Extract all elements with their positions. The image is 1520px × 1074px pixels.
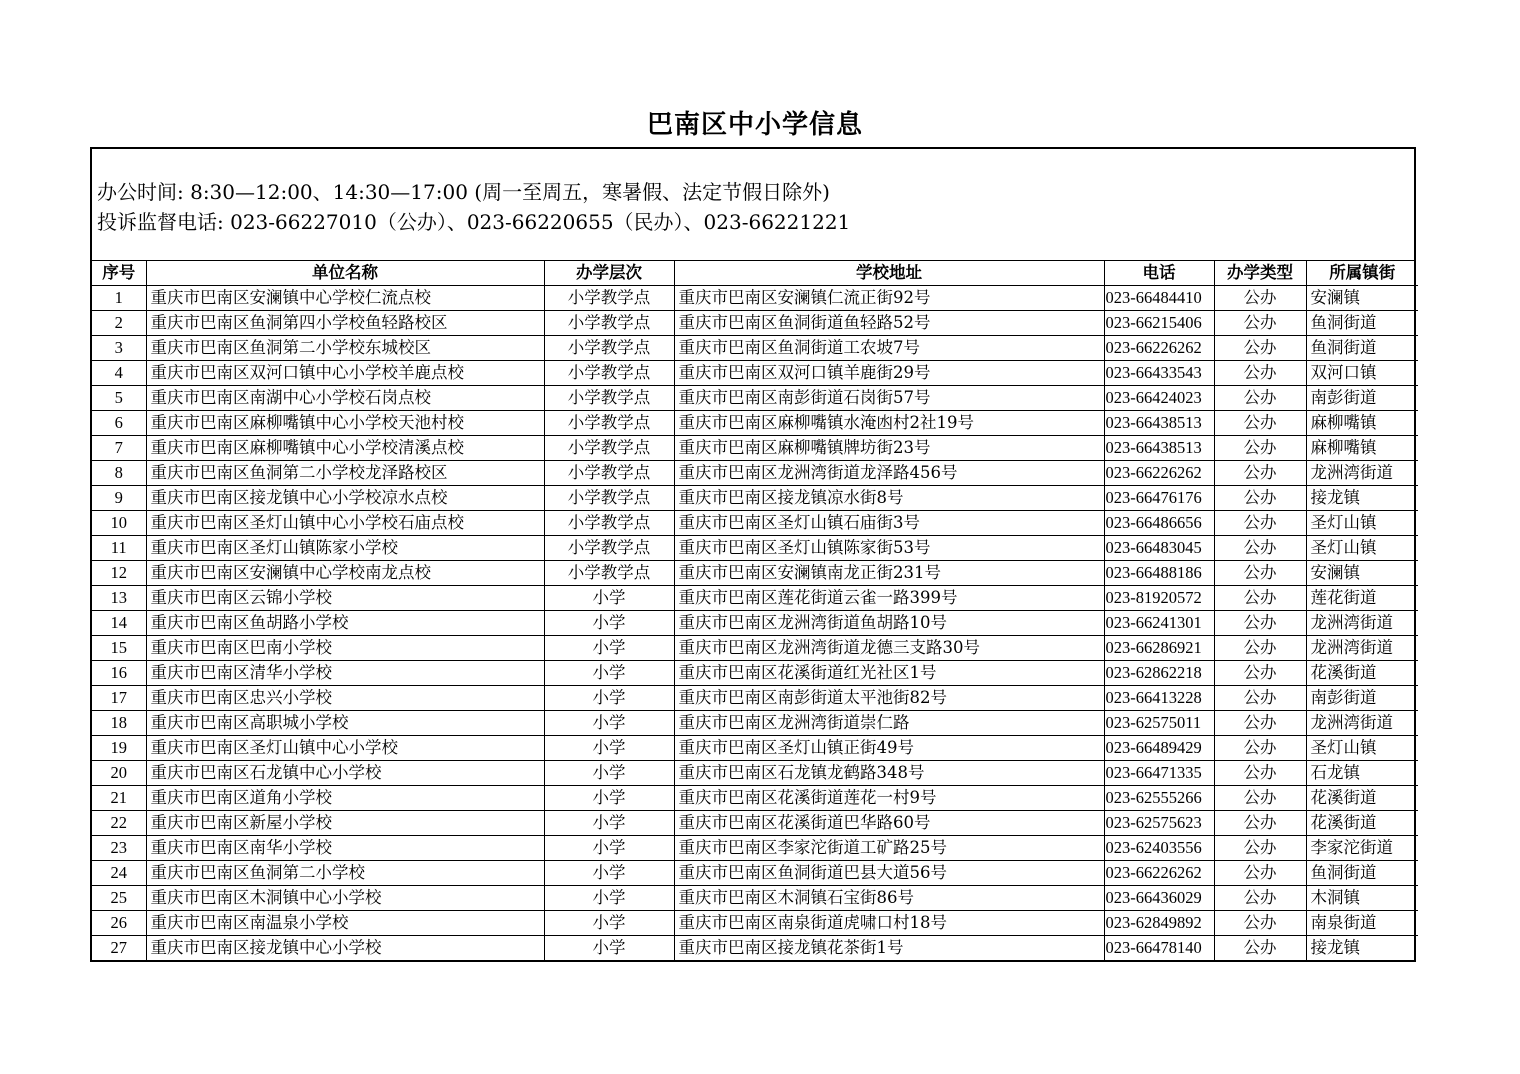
cell-district: 麻柳嘴镇 [1306, 436, 1418, 461]
cell-level: 小学教学点 [544, 461, 674, 486]
cell-unit-name: 重庆市巴南区木洞镇中心小学校 [146, 886, 544, 911]
cell-seq: 5 [92, 386, 146, 411]
school-table [92, 261, 1418, 960]
cell-seq: 16 [92, 661, 146, 686]
cell-district: 圣灯山镇 [1306, 736, 1418, 761]
cell-seq: 26 [92, 911, 146, 936]
cell-type: 公办 [1214, 311, 1306, 336]
table-row [92, 861, 1418, 886]
header-row [92, 261, 1418, 286]
cell-address: 重庆市巴南区麻柳嘴镇水淹凼村2社19号 [674, 411, 1104, 436]
cell-unit-name: 重庆市巴南区云锦小学校 [146, 586, 544, 611]
cell-phone: 023-66476176 [1104, 486, 1214, 511]
cell-phone: 023-62403556 [1104, 836, 1214, 861]
cell-unit-name: 重庆市巴南区鱼洞第二小学校东城校区 [146, 336, 544, 361]
cell-level: 小学 [544, 586, 674, 611]
table-row [92, 361, 1418, 386]
cell-address: 重庆市巴南区莲花街道云雀一路399号 [674, 586, 1104, 611]
cell-address: 重庆市巴南区双河口镇羊鹿街29号 [674, 361, 1104, 386]
cell-phone: 023-66478140 [1104, 936, 1214, 961]
cell-address: 重庆市巴南区木洞镇石宝街86号 [674, 886, 1104, 911]
cell-seq: 21 [92, 786, 146, 811]
header-district: 所属镇街 [1306, 261, 1418, 286]
cell-level: 小学教学点 [544, 336, 674, 361]
cell-seq: 6 [92, 411, 146, 436]
table-row [92, 911, 1418, 936]
cell-unit-name: 重庆市巴南区忠兴小学校 [146, 686, 544, 711]
cell-unit-name: 重庆市巴南区道角小学校 [146, 786, 544, 811]
cell-district: 安澜镇 [1306, 286, 1418, 311]
cell-seq: 9 [92, 486, 146, 511]
cell-type: 公办 [1214, 861, 1306, 886]
cell-level: 小学 [544, 736, 674, 761]
table-row [92, 536, 1418, 561]
cell-district: 龙洲湾街道 [1306, 461, 1418, 486]
cell-level: 小学 [544, 711, 674, 736]
cell-address: 重庆市巴南区龙洲湾街道龙泽路456号 [674, 461, 1104, 486]
cell-phone: 023-66226262 [1104, 461, 1214, 486]
cell-phone: 023-62575623 [1104, 811, 1214, 836]
cell-seq: 4 [92, 361, 146, 386]
table-row [92, 886, 1418, 911]
cell-district: 鱼洞街道 [1306, 311, 1418, 336]
cell-address: 重庆市巴南区接龙镇凉水街8号 [674, 486, 1104, 511]
cell-level: 小学 [544, 911, 674, 936]
cell-type: 公办 [1214, 636, 1306, 661]
cell-type: 公办 [1214, 786, 1306, 811]
cell-seq: 18 [92, 711, 146, 736]
cell-district: 圣灯山镇 [1306, 511, 1418, 536]
cell-seq: 24 [92, 861, 146, 886]
cell-district: 莲花街道 [1306, 586, 1418, 611]
cell-unit-name: 重庆市巴南区石龙镇中心小学校 [146, 761, 544, 786]
cell-phone: 023-66486656 [1104, 511, 1214, 536]
cell-phone: 023-66471335 [1104, 761, 1214, 786]
cell-district: 花溪街道 [1306, 661, 1418, 686]
table-row [92, 661, 1418, 686]
cell-level: 小学 [544, 761, 674, 786]
cell-seq: 23 [92, 836, 146, 861]
cell-type: 公办 [1214, 686, 1306, 711]
cell-district: 龙洲湾街道 [1306, 611, 1418, 636]
cell-seq: 14 [92, 611, 146, 636]
table-row [92, 286, 1418, 311]
cell-seq: 22 [92, 811, 146, 836]
cell-address: 重庆市巴南区花溪街道巴华路60号 [674, 811, 1104, 836]
table-row [92, 586, 1418, 611]
cell-seq: 19 [92, 736, 146, 761]
cell-address: 重庆市巴南区安澜镇南龙正街231号 [674, 561, 1104, 586]
info-block [92, 149, 1414, 261]
cell-unit-name: 重庆市巴南区鱼洞第四小学校鱼轻路校区 [146, 311, 544, 336]
cell-address: 重庆市巴南区圣灯山镇陈家街53号 [674, 536, 1104, 561]
cell-phone: 023-66433543 [1104, 361, 1214, 386]
cell-unit-name: 重庆市巴南区安澜镇中心学校仁流点校 [146, 286, 544, 311]
cell-type: 公办 [1214, 286, 1306, 311]
cell-level: 小学教学点 [544, 311, 674, 336]
cell-type: 公办 [1214, 586, 1306, 611]
cell-level: 小学 [544, 936, 674, 961]
cell-unit-name: 重庆市巴南区安澜镇中心学校南龙点校 [146, 561, 544, 586]
cell-type: 公办 [1214, 336, 1306, 361]
table-row [92, 736, 1418, 761]
cell-address: 重庆市巴南区麻柳嘴镇牌坊街23号 [674, 436, 1104, 461]
cell-district: 接龙镇 [1306, 486, 1418, 511]
cell-phone: 023-66286921 [1104, 636, 1214, 661]
cell-type: 公办 [1214, 611, 1306, 636]
cell-seq: 15 [92, 636, 146, 661]
cell-level: 小学 [544, 836, 674, 861]
cell-address: 重庆市巴南区圣灯山镇石庙街3号 [674, 511, 1104, 536]
table-row [92, 761, 1418, 786]
cell-district: 南彭街道 [1306, 686, 1418, 711]
cell-unit-name: 重庆市巴南区圣灯山镇中心小学校 [146, 736, 544, 761]
cell-address: 重庆市巴南区南彭街道石岗街57号 [674, 386, 1104, 411]
cell-level: 小学教学点 [544, 436, 674, 461]
header-level: 办学层次 [544, 261, 674, 286]
table-row [92, 461, 1418, 486]
table-row [92, 311, 1418, 336]
cell-district: 南彭街道 [1306, 386, 1418, 411]
cell-level: 小学教学点 [544, 361, 674, 386]
cell-address: 重庆市巴南区花溪街道莲花一村9号 [674, 786, 1104, 811]
cell-phone: 023-66488186 [1104, 561, 1214, 586]
cell-seq: 12 [92, 561, 146, 586]
cell-unit-name: 重庆市巴南区双河口镇中心小学校羊鹿点校 [146, 361, 544, 386]
cell-unit-name: 重庆市巴南区鱼洞第二小学校 [146, 861, 544, 886]
table-row [92, 811, 1418, 836]
cell-address: 重庆市巴南区鱼洞街道鱼轻路52号 [674, 311, 1104, 336]
cell-type: 公办 [1214, 486, 1306, 511]
cell-unit-name: 重庆市巴南区南温泉小学校 [146, 911, 544, 936]
cell-district: 花溪街道 [1306, 811, 1418, 836]
page-title: 巴南区中小学信息 [646, 110, 863, 140]
table-row [92, 436, 1418, 461]
cell-phone: 023-62555266 [1104, 786, 1214, 811]
cell-type: 公办 [1214, 661, 1306, 686]
cell-phone: 023-66226262 [1104, 861, 1214, 886]
cell-seq: 27 [92, 936, 146, 961]
cell-unit-name: 重庆市巴南区清华小学校 [146, 661, 544, 686]
cell-seq: 7 [92, 436, 146, 461]
table-row [92, 511, 1418, 536]
cell-level: 小学教学点 [544, 386, 674, 411]
cell-type: 公办 [1214, 836, 1306, 861]
cell-address: 重庆市巴南区花溪街道红光社区1号 [674, 661, 1104, 686]
cell-phone: 023-66241301 [1104, 611, 1214, 636]
cell-phone: 023-66489429 [1104, 736, 1214, 761]
cell-unit-name: 重庆市巴南区麻柳嘴镇中心小学校清溪点校 [146, 436, 544, 461]
cell-level: 小学 [544, 811, 674, 836]
cell-phone: 023-62575011 [1104, 711, 1214, 736]
cell-phone: 023-66438513 [1104, 436, 1214, 461]
cell-level: 小学 [544, 886, 674, 911]
cell-seq: 17 [92, 686, 146, 711]
cell-unit-name: 重庆市巴南区鱼洞第二小学校龙泽路校区 [146, 461, 544, 486]
table-row [92, 411, 1418, 436]
cell-level: 小学 [544, 611, 674, 636]
cell-unit-name: 重庆市巴南区鱼胡路小学校 [146, 611, 544, 636]
table-row [92, 786, 1418, 811]
cell-seq: 8 [92, 461, 146, 486]
cell-level: 小学教学点 [544, 536, 674, 561]
cell-type: 公办 [1214, 361, 1306, 386]
cell-address: 重庆市巴南区龙洲湾街道鱼胡路10号 [674, 611, 1104, 636]
cell-seq: 3 [92, 336, 146, 361]
complaint-hotline: 投诉监督电话: 023-66227010（公办）、023-66220655（民办）、023-66221221 [97, 210, 851, 234]
cell-district: 木洞镇 [1306, 886, 1418, 911]
cell-level: 小学 [544, 661, 674, 686]
table-row [92, 686, 1418, 711]
table-row [92, 711, 1418, 736]
cell-phone: 023-66483045 [1104, 536, 1214, 561]
cell-type: 公办 [1214, 386, 1306, 411]
cell-seq: 1 [92, 286, 146, 311]
cell-phone: 023-62862218 [1104, 661, 1214, 686]
cell-phone: 023-62849892 [1104, 911, 1214, 936]
cell-seq: 2 [92, 311, 146, 336]
cell-level: 小学教学点 [544, 486, 674, 511]
cell-phone: 023-66424023 [1104, 386, 1214, 411]
cell-address: 重庆市巴南区南彭街道太平池街82号 [674, 686, 1104, 711]
header-seq: 序号 [92, 261, 146, 286]
cell-address: 重庆市巴南区接龙镇花茶街1号 [674, 936, 1104, 961]
cell-unit-name: 重庆市巴南区南华小学校 [146, 836, 544, 861]
cell-type: 公办 [1214, 936, 1306, 961]
cell-district: 花溪街道 [1306, 786, 1418, 811]
cell-district: 鱼洞街道 [1306, 336, 1418, 361]
cell-type: 公办 [1214, 436, 1306, 461]
cell-level: 小学教学点 [544, 511, 674, 536]
table-row [92, 636, 1418, 661]
cell-phone: 023-66438513 [1104, 411, 1214, 436]
table-row [92, 836, 1418, 861]
cell-type: 公办 [1214, 736, 1306, 761]
cell-type: 公办 [1214, 711, 1306, 736]
table-row [92, 611, 1418, 636]
cell-seq: 11 [92, 536, 146, 561]
cell-type: 公办 [1214, 561, 1306, 586]
cell-level: 小学教学点 [544, 561, 674, 586]
cell-unit-name: 重庆市巴南区南湖中心小学校石岗点校 [146, 386, 544, 411]
cell-phone: 023-66226262 [1104, 336, 1214, 361]
cell-address: 重庆市巴南区石龙镇龙鹤路348号 [674, 761, 1104, 786]
cell-district: 石龙镇 [1306, 761, 1418, 786]
cell-unit-name: 重庆市巴南区圣灯山镇中心小学校石庙点校 [146, 511, 544, 536]
cell-type: 公办 [1214, 461, 1306, 486]
cell-phone: 023-66436029 [1104, 886, 1214, 911]
header-unit-name: 单位名称 [146, 261, 544, 286]
cell-district: 接龙镇 [1306, 936, 1418, 961]
cell-address: 重庆市巴南区安澜镇仁流正街92号 [674, 286, 1104, 311]
cell-type: 公办 [1214, 411, 1306, 436]
cell-level: 小学 [544, 861, 674, 886]
cell-type: 公办 [1214, 886, 1306, 911]
header-type: 办学类型 [1214, 261, 1306, 286]
cell-address: 重庆市巴南区南泉街道虎啸口村18号 [674, 911, 1104, 936]
cell-unit-name: 重庆市巴南区麻柳嘴镇中心小学校天池村校 [146, 411, 544, 436]
cell-level: 小学 [544, 786, 674, 811]
cell-phone: 023-81920572 [1104, 586, 1214, 611]
header-phone: 电话 [1104, 261, 1214, 286]
table-row [92, 486, 1418, 511]
cell-district: 双河口镇 [1306, 361, 1418, 386]
table-row [92, 386, 1418, 411]
cell-district: 麻柳嘴镇 [1306, 411, 1418, 436]
cell-seq: 10 [92, 511, 146, 536]
cell-phone: 023-66484410 [1104, 286, 1214, 311]
cell-level: 小学教学点 [544, 286, 674, 311]
cell-unit-name: 重庆市巴南区巴南小学校 [146, 636, 544, 661]
office-hours: 办公时间: 8:30—12:00、14:30—17:00 (周一至周五，寒暑假、法定节假日除外) [97, 180, 830, 204]
cell-unit-name: 重庆市巴南区接龙镇中心小学校凉水点校 [146, 486, 544, 511]
table-row [92, 336, 1418, 361]
cell-unit-name: 重庆市巴南区圣灯山镇陈家小学校 [146, 536, 544, 561]
cell-unit-name: 重庆市巴南区接龙镇中心小学校 [146, 936, 544, 961]
cell-level: 小学教学点 [544, 411, 674, 436]
cell-district: 安澜镇 [1306, 561, 1418, 586]
cell-type: 公办 [1214, 911, 1306, 936]
cell-district: 龙洲湾街道 [1306, 636, 1418, 661]
cell-type: 公办 [1214, 811, 1306, 836]
table-row [92, 936, 1418, 961]
cell-district: 南泉街道 [1306, 911, 1418, 936]
cell-type: 公办 [1214, 536, 1306, 561]
cell-level: 小学 [544, 636, 674, 661]
cell-phone: 023-66413228 [1104, 686, 1214, 711]
school-info-sheet [90, 147, 1416, 962]
cell-seq: 25 [92, 886, 146, 911]
cell-address: 重庆市巴南区圣灯山镇正街49号 [674, 736, 1104, 761]
cell-district: 圣灯山镇 [1306, 536, 1418, 561]
cell-district: 李家沱街道 [1306, 836, 1418, 861]
cell-address: 重庆市巴南区李家沱街道工矿路25号 [674, 836, 1104, 861]
cell-type: 公办 [1214, 761, 1306, 786]
cell-phone: 023-66215406 [1104, 311, 1214, 336]
cell-type: 公办 [1214, 511, 1306, 536]
table-row [92, 561, 1418, 586]
cell-unit-name: 重庆市巴南区高职城小学校 [146, 711, 544, 736]
cell-level: 小学 [544, 686, 674, 711]
header-address: 学校地址 [674, 261, 1104, 286]
cell-address: 重庆市巴南区鱼洞街道巴县大道56号 [674, 861, 1104, 886]
cell-seq: 13 [92, 586, 146, 611]
cell-district: 龙洲湾街道 [1306, 711, 1418, 736]
cell-seq: 20 [92, 761, 146, 786]
cell-unit-name: 重庆市巴南区新屋小学校 [146, 811, 544, 836]
cell-address: 重庆市巴南区龙洲湾街道龙德三支路30号 [674, 636, 1104, 661]
cell-district: 鱼洞街道 [1306, 861, 1418, 886]
cell-address: 重庆市巴南区鱼洞街道工农坡7号 [674, 336, 1104, 361]
cell-address: 重庆市巴南区龙洲湾街道崇仁路 [674, 711, 1104, 736]
